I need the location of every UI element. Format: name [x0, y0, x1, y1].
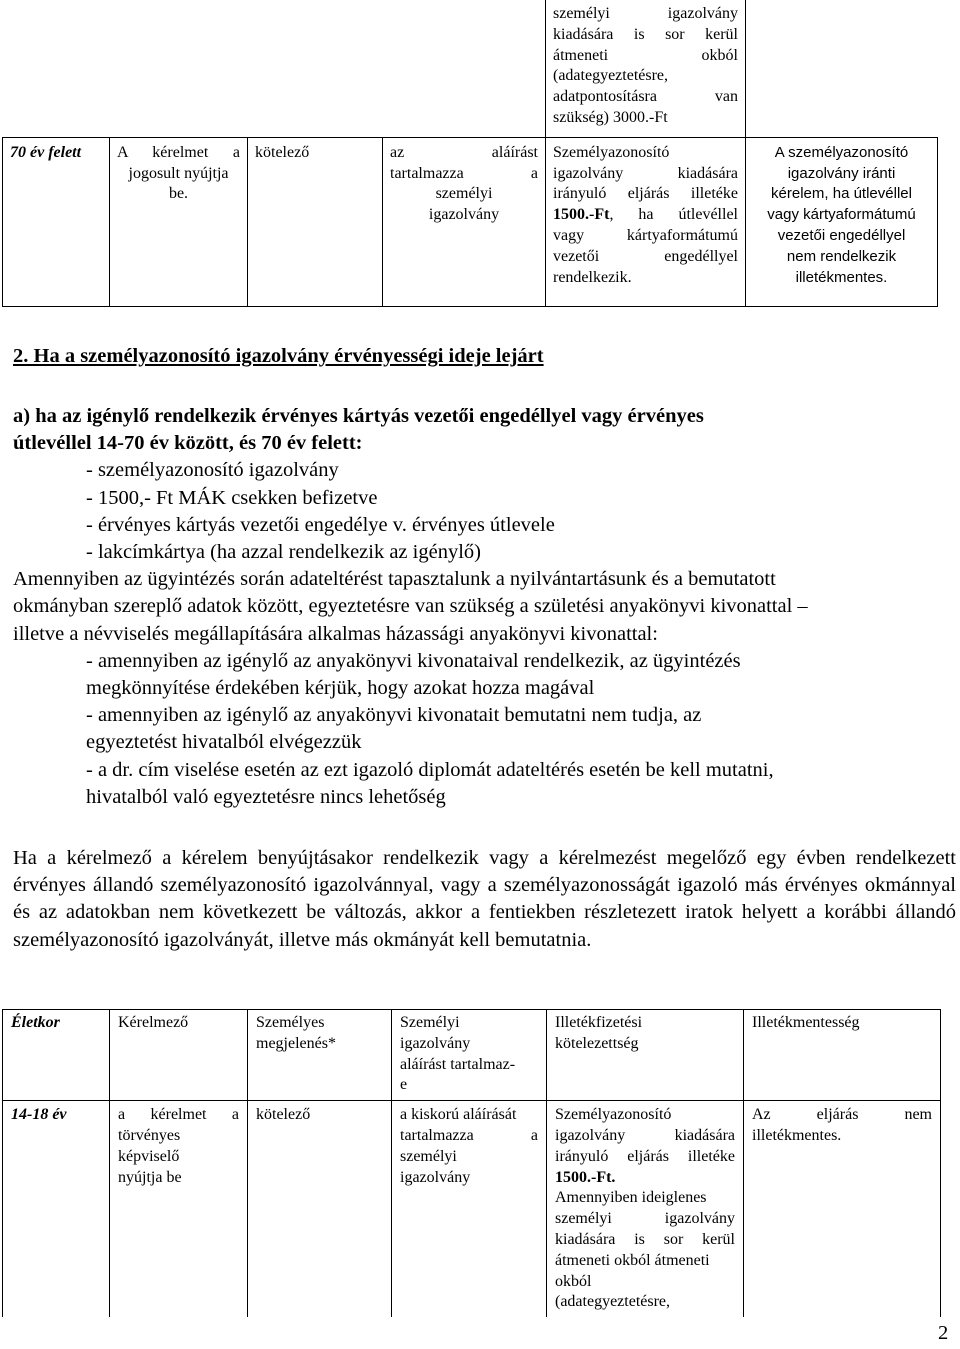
- fee-table-bottom: [2, 1009, 941, 1317]
- signature-cell: a kiskorú aláírását tartalmazza a személyi igazolvány: [392, 1101, 547, 1317]
- subheading-line: a) ha az igénylő rendelkezik érvényes kártyás vezetői engedéllyel vagy érvényes: [13, 405, 704, 427]
- list-item: - személyazonosító igazolvány: [86, 459, 339, 482]
- fee-cell: Személyazonosító igazolvány kiadására irányuló eljárás illetéke 1500.-Ft. Amennyiben ideiglenes személyi igazolvány kiadására is sor kerül átmeneti okból átmeneti okból (adategyeztetésre,: [547, 1101, 744, 1317]
- page-number: 2: [938, 1322, 949, 1344]
- subheading-line: útlevéllel 14-70 év között, és 70 év felett:: [13, 432, 363, 455]
- presence-cell: kötelező: [248, 137, 383, 307]
- section-heading: 2. Ha a személyazonosító igazolvány érvényességi ideje lejárt: [13, 345, 544, 367]
- list-item: - 1500,- Ft MÁK csekken befizetve: [86, 486, 378, 509]
- fee-cell: személyi igazolvány kiadására is sor kerül átmeneti okból (adategyeztetésre, adatpontosításra van szükség) 3000.-Ft: [546, 0, 746, 137]
- applicant-cell: a kérelmet a törvényes képviselő nyújtja be: [110, 1101, 248, 1317]
- list-item: - amennyiben az igénylő az anyakönyvi kivonataival rendelkezik, az ügyintézés: [86, 649, 741, 672]
- table-row: [3, 137, 938, 307]
- requirements-block: [13, 403, 953, 811]
- text-line: illetve a névviselés megállapítására alkalmas házassági anyakönyvi kivonattal:: [13, 622, 658, 645]
- table-row: [3, 1101, 941, 1317]
- list-item: - érvényes kártyás vezetői engedélye v. érvényes útlevele: [86, 513, 555, 536]
- exemption-cell: A személyazonosító igazolvány iránti kérelem, ha útlevéllel vagy kártyaformátumú vezetői engedéllyel nem rendelkezik illetékmentes.: [746, 137, 938, 307]
- age-cell: 14-18 év: [3, 1101, 110, 1317]
- list-item: - amennyiben az igénylő az anyakönyvi kivonatait bemutatni nem tudja, az: [86, 704, 702, 727]
- signature-cell: az aláírást tartalmazza a személyi igazolvány: [383, 137, 546, 307]
- header-fee: Illetékfizetési kötelezettség: [547, 1010, 744, 1101]
- list-item-cont: egyeztetést hivatalból elvégezzük: [86, 731, 362, 754]
- applicant-cell: A kérelmet a jogosult nyújtja be.: [110, 137, 248, 307]
- exemption-cell: Az eljárás nem illetékmentes.: [744, 1101, 941, 1317]
- text-line: Amennyiben az ügyintézés során adateltérést tapasztalunk a nyilvántartásunk és a bemutatott: [13, 568, 776, 591]
- fee-cell: Személyazonosító igazolvány kiadására irányuló eljárás illetéke 1500.-Ft, ha útlevéllel vagy kártyaformátumú vezetői engedéllyel rendelkezik.: [546, 137, 746, 307]
- header-age: Életkor: [3, 1010, 110, 1101]
- list-item: - lakcímkártya (ha azzal rendelkezik az igénylő): [86, 541, 481, 564]
- header-applicant: Kérelmező: [110, 1010, 248, 1101]
- header-signature: Személyi igazolvány aláírást tartalmaz- e: [392, 1010, 547, 1101]
- list-item-cont: hivatalból való egyeztetésre nincs lehetőség: [86, 785, 446, 808]
- age-cell: 70 év felett: [3, 137, 110, 307]
- paragraph: Ha a kérelmező a kérelem benyújtásakor rendelkezik vagy a kérelmezést megelőző egy évben rendelkezett érvényes állandó személyazonosító igazolvánnyal, vagy a személyazonosságát igazoló más érvényes okmánnyal és az adatokban nem következett be változás, akkor a fentiekben részletezett iratok helyett a korábbi állandó személyazonosító igazolványát, illetve más okmányát kell bemutatnia.: [13, 847, 956, 951]
- list-item-cont: megkönnyítése érdekében kérjük, hogy azokat hozza magával: [86, 677, 595, 700]
- list-item: - a dr. cím viselése esetén az ezt igazoló diplomát adateltérés esetén be kell mutatni,: [86, 758, 774, 781]
- header-exempt: Illetékmentesség: [744, 1010, 941, 1101]
- table-header-row: [3, 1010, 941, 1101]
- fee-table-top: [2, 0, 938, 307]
- table-row: [3, 0, 938, 137]
- header-presence: Személyes megjelenés*: [248, 1010, 392, 1101]
- presence-cell: kötelező: [248, 1101, 392, 1317]
- text-line: okmányban szereplő adatok között, egyeztetésre van szükség a születési anyakönyvi kivonattal –: [13, 595, 808, 618]
